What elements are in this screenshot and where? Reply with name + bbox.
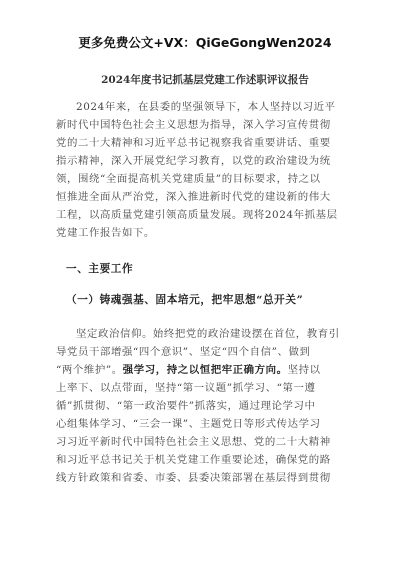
body-line: 工程，以高质量党建引领高质量发展。现将2024年抓基层 [56, 209, 338, 221]
body-line: 党建工作报告如下。 [56, 227, 155, 239]
section-heading: 一、主要工作 [66, 263, 134, 275]
body-line: 恒推进全面从严治党，深入推进新时代党的建设新的伟大 [56, 191, 331, 203]
body-line: 新时代中国特色社会主义思想为指导，深入学习宣传贯彻 [56, 119, 331, 131]
body-line: 2024年来，在县委的坚强领导下，本人坚持以习近平 [76, 101, 336, 113]
body-line: 领，围绕“全面提高机关党建质量”的目标要求，持之以 [56, 173, 321, 185]
subsection-heading: （一）铸魂强基、固本培元，把牢思想“总开关” [66, 294, 304, 306]
watermark-header: 更多免费公文+VX：QiGeGongWen2024 [78, 35, 332, 50]
body-line: 坚定政治信仰。始终把党的政治建设摆在首位，教育引 [76, 328, 340, 340]
body-line: 习习近平新时代中国特色社会主义思想、党的二十大精神 [56, 436, 331, 448]
body-text: “两个维护”。 [56, 364, 123, 376]
body-line: 循”抓贯彻、“第一政治要件”抓落实，通过理论学习中 [56, 400, 316, 412]
body-line: 上率下、以点带面，坚持“第一议题”抓学习、“第一遵 [56, 382, 316, 394]
body-line: 导党员干部增强“四个意识”、坚定“四个自信”、做到 [56, 346, 311, 358]
body-line: 党的二十大精神和习近平总书记视察我省重要讲话、重要 [56, 137, 331, 149]
bold-lead: 强学习，持之以恒把牢正确方向。 [122, 364, 288, 376]
body-line: 心组集体学习、“三会一课”、主题党日等形式传达学习 [56, 418, 321, 430]
body-text: 坚持以 [287, 364, 321, 376]
body-line: 线方针政策和省委、市委、县委决策部署在基层得到贯彻 [56, 472, 331, 484]
body-line: 指示精神，深入开展党纪学习教育，以党的政治建设为统 [56, 155, 331, 167]
document-title: 2024年度书记抓基层党建工作述职评议报告 [101, 74, 309, 86]
body-line: 和习近平总书记关于机关党建工作重要论述，确保党的路 [56, 454, 331, 466]
body-line [56, 361, 321, 379]
